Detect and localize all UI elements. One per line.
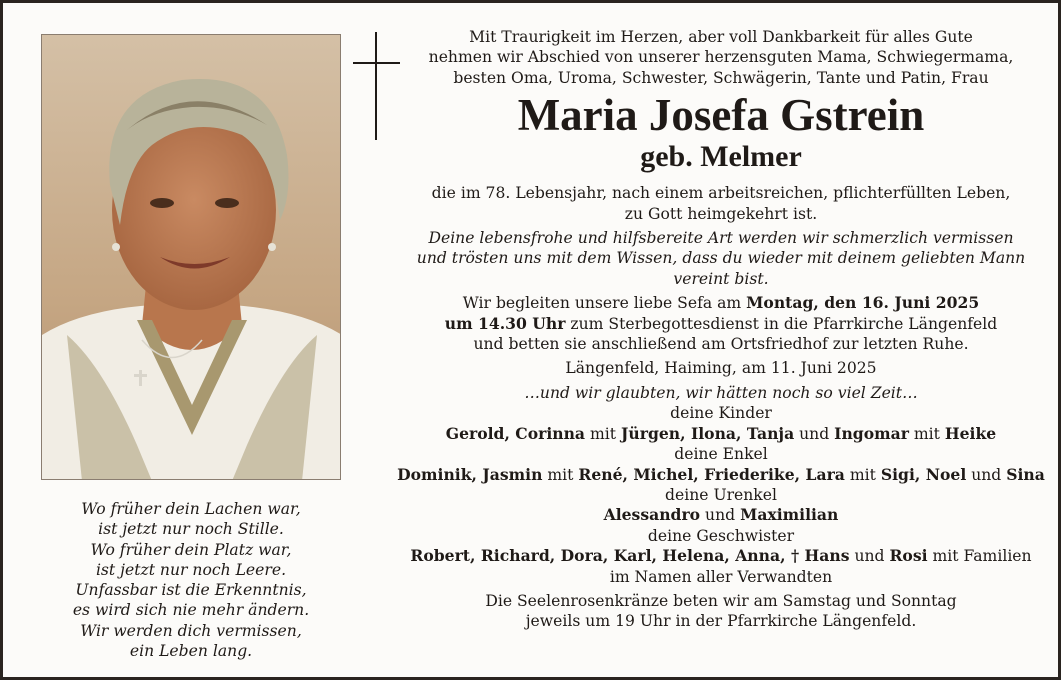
family-conj: und [794,424,835,443]
family-names: Rosi [889,546,928,566]
children-label: deine Kinder [670,404,772,423]
family-conj: mit [585,424,622,443]
poem-line: ein Leben lang. [129,642,253,661]
poem-line: Unfassbar ist die Erkenntnis, [75,581,307,600]
family-names: Gerold, Corinna [445,423,586,443]
family-conj: und [700,506,741,525]
family-names: Robert, Richard, Dora, Karl, Helena, Anna, † Hans [410,546,850,566]
rosary-line: Die Seelenrosenkränze beten wir am Samstag und Sonntag [485,591,957,610]
family-conj: mit [844,465,881,484]
relatives-line: im Namen aller Verwandten [609,567,833,586]
funeral-line-3: und betten sie anschließend am Ortsfriedhof zur letzten Ruhe. [473,335,969,354]
family-names: Maximilian [740,505,839,525]
siblings-label: deine Geschwister [647,526,795,545]
funeral-date: Montag, den 16. Juni 2025 [746,293,980,313]
poem-line: Wir werden dich vermissen, [80,621,302,640]
family-names: Alessandro [603,505,701,525]
grandchildren-label: deine Enkel [674,445,768,464]
poem-line: ist jetzt nur noch Leere. [95,560,287,579]
funeral-line-1 [395,293,1047,313]
grandchildren-line [395,465,1047,485]
family-conj: mit [908,424,945,443]
family-names: Heike [944,423,997,443]
funeral-text: Wir begleiten unsere liebe Sefa am [462,294,747,313]
children-line [395,424,1047,444]
life-line: zu Gott heimgekehrt ist. [624,204,818,223]
siblings-line [395,546,1047,566]
family-conj: und [849,547,890,566]
portrait-photo [41,34,341,480]
poem-line: ist jetzt nur noch Stille. [98,520,284,539]
great-grandchildren-label: deine Urenkel [665,485,777,504]
obituary-text [395,27,1047,632]
funeral-text: zum Sterbegottesdienst in die Pfarrkirche Längenfeld [565,314,998,333]
poem-line: Wo früher dein Lachen war, [81,500,301,518]
quote: …und wir glaubten, wir hätten noch so viel Zeit… [524,383,918,402]
life-line: die im 78. Lebensjahr, nach einem arbeitsreichen, pflichterfüllten Leben, [431,184,1011,203]
family-names: Sina [1006,464,1045,484]
family-conj: mit [542,465,579,484]
maiden-name: geb. Melmer [640,140,802,174]
family-conj: mit Familien [927,547,1032,566]
family-names: Jürgen, Ilona, Tanja [621,423,795,443]
portrait-illustration [42,35,341,480]
rosary-line: jeweils um 19 Uhr in der Pfarrkirche Längenfeld. [525,612,917,631]
poem [41,499,341,661]
family-names: Ingomar [834,423,909,443]
farewell-line: Deine lebensfrohe und hilfsbereite Art werden wir schmerzlich vermissen [428,229,1014,248]
intro-line: Mit Traurigkeit im Herzen, aber voll Dankbarkeit für alles Gute [469,28,973,46]
farewell-line: vereint bist. [673,269,769,288]
farewell-line: und trösten uns mit dem Wissen, dass du wieder mit deinem geliebten Mann [416,249,1026,268]
family-names: Sigi, Noel [880,464,967,484]
family-conj: und [966,465,1007,484]
intro-line: nehmen wir Abschied von unserer herzensguten Mama, Schwiegermama, [428,48,1014,67]
intro-line: besten Oma, Uroma, Schwester, Schwägerin, Tante und Patin, Frau [453,68,989,87]
great-grandchildren-line [395,505,1047,525]
cross-icon [353,32,401,140]
deceased-name: Maria Josefa Gstrein [517,90,925,141]
poem-line: Wo früher dein Platz war, [90,540,292,559]
family-names: Dominik, Jasmin [397,464,543,484]
funeral-line-2 [395,314,1047,334]
funeral-time: um 14.30 Uhr [444,313,566,333]
place-date: Längenfeld, Haiming, am 11. Juni 2025 [565,359,877,378]
poem-line: es wird sich nie mehr ändern. [72,601,310,620]
family-names: René, Michel, Friederike, Lara [578,464,845,484]
